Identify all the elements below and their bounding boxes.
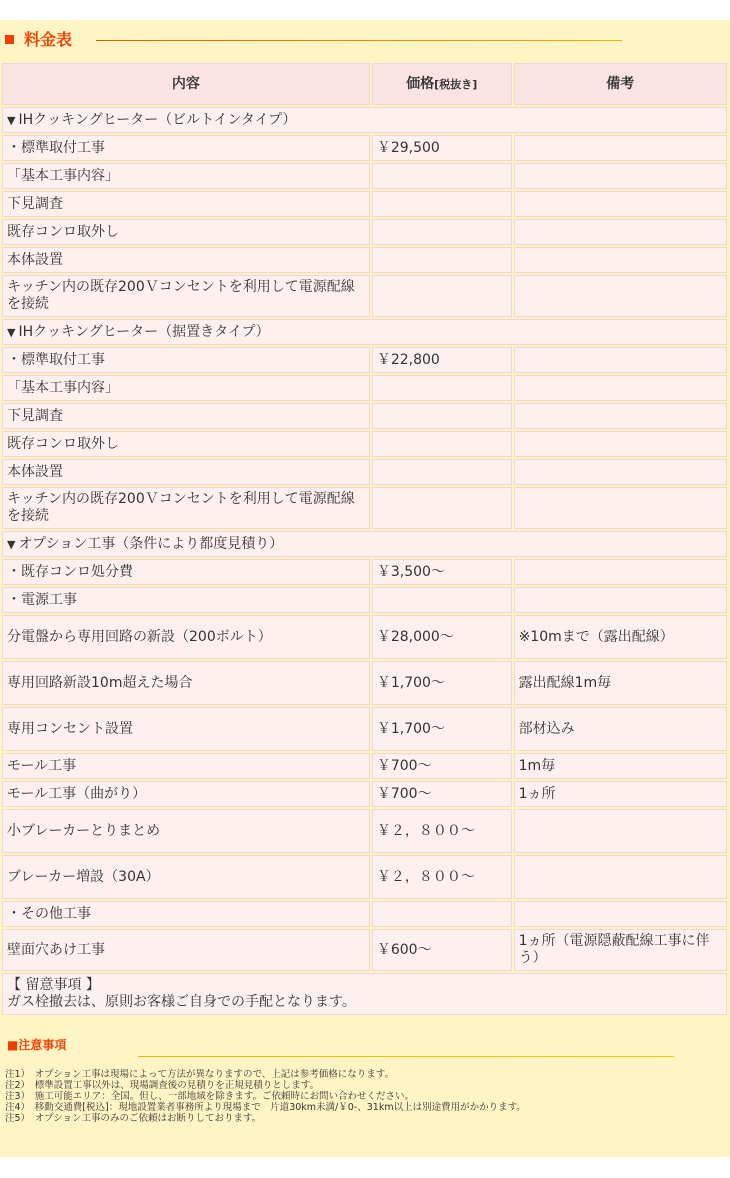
page-title: 料金表	[24, 30, 73, 49]
row-label: 専用回路新設10m超えた場合	[2, 661, 370, 705]
row-label: キッチン内の既存200Ｖコンセントを利用して電源配線を接続	[2, 275, 370, 317]
row-note: ※10mまで（露出配線）	[514, 615, 727, 659]
row-note	[514, 559, 727, 585]
row-note	[514, 403, 727, 429]
header-remarks: 備考	[514, 63, 727, 105]
header-content: 内容	[2, 63, 370, 105]
section-heading	[2, 107, 727, 133]
row-note	[514, 247, 727, 273]
table-row	[2, 375, 727, 401]
list-item: 注3） 施工可能エリア：全国。但し、一部地域を除きます。ご依頼時にお問い合わせください。	[5, 1091, 415, 1102]
row-price	[372, 487, 512, 529]
row-price: ￥700～	[372, 753, 512, 779]
row-note	[514, 809, 727, 853]
row-label: ・標準取付工事	[2, 347, 370, 373]
row-note	[514, 191, 727, 217]
row-note	[514, 901, 727, 927]
row-label: 壁面穴あけ工事	[2, 929, 370, 971]
section-heading-text: IHクッキングヒーター（ビルトインタイプ）	[18, 111, 297, 128]
list-item: 注5） オプション工事のみのご依頼はお断りしております。	[5, 1113, 262, 1124]
table-row	[2, 247, 727, 273]
memo-text: ガス栓撤去は、原則お客様ご自身での手配となります。	[7, 994, 356, 1010]
table-row	[2, 615, 727, 659]
row-price	[372, 403, 512, 429]
row-note: 1ヵ所	[514, 781, 727, 807]
table-row	[2, 275, 727, 317]
row-price	[372, 459, 512, 485]
section-heading-text: オプション工事（条件により都度見積り）	[18, 535, 284, 552]
table-row	[2, 135, 727, 161]
row-price	[372, 587, 512, 613]
row-note	[514, 431, 727, 457]
table-row	[2, 809, 727, 853]
memo-row	[2, 973, 727, 1015]
row-note	[514, 135, 727, 161]
table-row	[2, 559, 727, 585]
row-price	[372, 191, 512, 217]
header-price-tax-note: [税抜き]	[434, 77, 478, 91]
notes-list	[5, 1069, 526, 1124]
list-item: 注4） 移動交通費[税込]：現地設置業者事務所より現場まで 片道30km未満/￥0-、31km以上は別途費用がかかります。	[5, 1102, 526, 1113]
table-row	[2, 191, 727, 217]
row-price: ￥1,700～	[372, 707, 512, 751]
row-price	[372, 431, 512, 457]
section-heading	[2, 531, 727, 557]
table-row	[2, 661, 727, 705]
row-note	[514, 163, 727, 189]
notes-title: ■注意事項	[7, 1038, 67, 1052]
table-row	[2, 347, 727, 373]
section-header	[0, 20, 730, 60]
section-heading-text: IHクッキングヒーター（据置きタイプ）	[18, 323, 270, 340]
row-note: 部材込み	[514, 707, 727, 751]
row-price: ￥２，８００～	[372, 855, 512, 899]
table-row	[2, 707, 727, 751]
memo-cell	[2, 973, 727, 1015]
heading-divider	[96, 40, 622, 41]
row-note	[514, 275, 727, 317]
row-price: ￥22,800	[372, 347, 512, 373]
row-note	[514, 855, 727, 899]
triangle-down-icon: ▼	[7, 113, 16, 127]
row-label: ・その他工事	[2, 901, 370, 927]
row-label: ・電源工事	[2, 587, 370, 613]
row-price	[372, 275, 512, 317]
row-label: 既存コンロ取外し	[2, 219, 370, 245]
row-label: 専用コンセント設置	[2, 707, 370, 751]
price-table	[0, 61, 729, 1017]
row-label: 「基本工事内容」	[2, 375, 370, 401]
row-note	[514, 459, 727, 485]
table-row	[2, 855, 727, 899]
row-label: 分電盤から専用回路の新設（200ボルト）	[2, 615, 370, 659]
row-note	[514, 587, 727, 613]
row-note: 1ヵ所（電源隠蔽配線工事に伴う）	[514, 929, 727, 971]
row-price: ￥3,500～	[372, 559, 512, 585]
row-price: ￥600～	[372, 929, 512, 971]
table-row	[2, 587, 727, 613]
table-row	[2, 163, 727, 189]
row-label: 「基本工事内容」	[2, 163, 370, 189]
row-label: 小ブレーカーとりまとめ	[2, 809, 370, 853]
row-label: 本体設置	[2, 247, 370, 273]
header-price	[372, 63, 512, 105]
list-item: 注2） 標準設置工事以外は、現場調査後の見積りを正規見積りとします。	[5, 1080, 320, 1091]
memo-title: 【 留意事項 】	[7, 977, 100, 993]
row-label: ・標準取付工事	[2, 135, 370, 161]
triangle-down-icon: ▼	[7, 537, 16, 551]
row-price: ￥28,000～	[372, 615, 512, 659]
notes-divider	[138, 1056, 674, 1057]
row-note	[514, 219, 727, 245]
row-price	[372, 901, 512, 927]
table-row	[2, 431, 727, 457]
row-label: キッチン内の既存200Ｖコンセントを利用して電源配線を接続	[2, 487, 370, 529]
row-note: 1m毎	[514, 753, 727, 779]
heading-square-icon	[5, 35, 14, 44]
row-note	[514, 375, 727, 401]
row-price: ￥２，８００～	[372, 809, 512, 853]
table-row	[2, 781, 727, 807]
table-row	[2, 219, 727, 245]
table-row	[2, 459, 727, 485]
row-price: ￥700～	[372, 781, 512, 807]
section-row	[2, 531, 727, 557]
row-price	[372, 375, 512, 401]
table-row	[2, 901, 727, 927]
section-heading	[2, 319, 727, 345]
row-note	[514, 347, 727, 373]
row-label: ブレーカー増設（30A）	[2, 855, 370, 899]
row-label: 下見調査	[2, 191, 370, 217]
table-row	[2, 403, 727, 429]
list-item: 注1） オプション工事は現場によって方法が異なりますので、上記は参考価格になります。	[5, 1069, 394, 1080]
header-price-label: 価格	[406, 75, 435, 92]
row-label: モール工事	[2, 753, 370, 779]
row-price: ￥29,500	[372, 135, 512, 161]
row-label: モール工事（曲がり）	[2, 781, 370, 807]
section-row	[2, 319, 727, 345]
row-label: 既存コンロ取外し	[2, 431, 370, 457]
row-price	[372, 247, 512, 273]
table-row	[2, 753, 727, 779]
price-panel	[0, 20, 730, 1157]
row-label: 本体設置	[2, 459, 370, 485]
row-price: ￥1,700～	[372, 661, 512, 705]
row-note	[514, 487, 727, 529]
triangle-down-icon: ▼	[7, 325, 16, 339]
row-price	[372, 219, 512, 245]
table-header-row	[2, 63, 727, 105]
row-label: ・既存コンロ処分費	[2, 559, 370, 585]
row-label: 下見調査	[2, 403, 370, 429]
table-row	[2, 929, 727, 971]
section-row	[2, 107, 727, 133]
row-price	[372, 163, 512, 189]
row-note: 露出配線1m毎	[514, 661, 727, 705]
table-row	[2, 487, 727, 529]
